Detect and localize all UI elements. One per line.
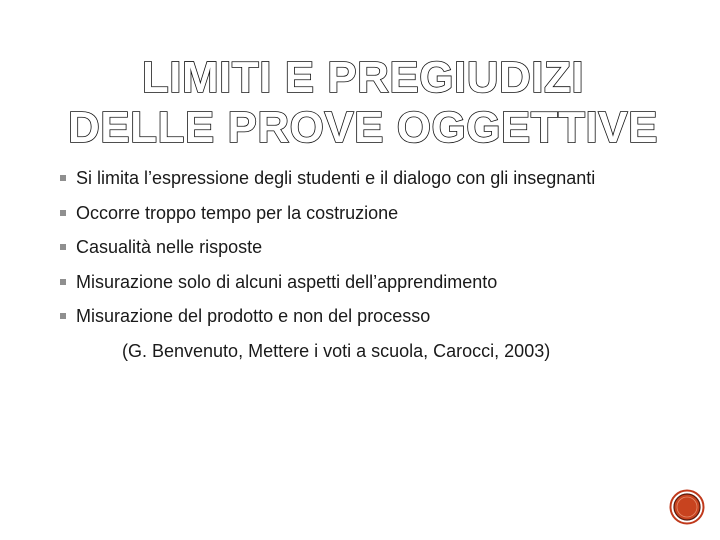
square-bullet-icon bbox=[60, 175, 66, 181]
square-bullet-icon bbox=[60, 279, 66, 285]
title-line-1: LIMITI E PREGIUDIZI bbox=[141, 53, 585, 102]
square-bullet-icon bbox=[60, 244, 66, 250]
bullet-item bbox=[60, 202, 700, 224]
bullet-text: Casualità nelle risposte bbox=[76, 237, 263, 257]
square-bullet-icon bbox=[60, 210, 66, 216]
bullet-item bbox=[60, 236, 700, 258]
title-line-2: DELLE PROVE OGGETTIVE bbox=[68, 103, 658, 152]
bullet-list bbox=[60, 167, 700, 340]
bullet-item bbox=[60, 167, 700, 189]
circular-badge-icon bbox=[669, 489, 705, 525]
bullet-text: Misurazione solo di alcuni aspetti dell’apprendimento bbox=[76, 271, 498, 292]
bullet-item bbox=[60, 305, 700, 327]
bullet-text: Misurazione del prodotto e non del processo bbox=[76, 306, 431, 326]
slide-title bbox=[0, 52, 720, 152]
bullet-text: Occorre troppo tempo per la costruzione bbox=[76, 202, 399, 223]
bullet-text: Si limita l’espressione degli studenti e il dialogo con gli insegnanti bbox=[76, 168, 596, 188]
square-bullet-icon bbox=[60, 313, 66, 319]
citation: (G. Benvenuto, Mettere i voti a scuola, Carocci, 2003) bbox=[122, 341, 551, 361]
bullet-item bbox=[60, 271, 700, 293]
